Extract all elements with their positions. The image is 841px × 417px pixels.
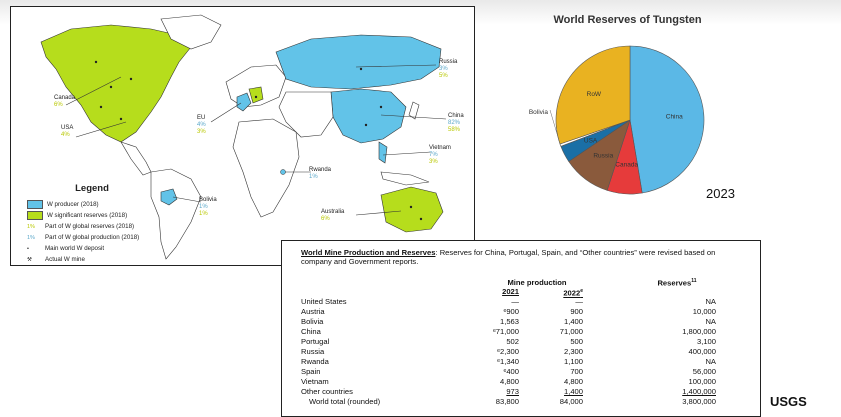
cell-2021: ᵉ2,300 [497,347,519,356]
cell-2021: 502 [506,337,519,346]
cell-2021: 1,563 [499,317,519,326]
pie-label-china: China [665,113,683,121]
cell-reserves: 100,000 [688,377,716,386]
cell-2022: 2,300 [563,347,583,356]
cell-reserves: NA [705,357,716,366]
col-year-2022: 2022e [563,288,583,298]
cell-reserves: 3,800,000 [682,397,716,406]
table-row [301,367,741,376]
table-row [301,327,741,336]
cell-2021: 83,800 [495,397,519,406]
pie-label-canada: Canada [615,161,639,169]
cell-country: Other countries [301,387,353,396]
label-eu: EU 4% 3% [197,115,206,135]
mine-production-table-panel [281,240,761,417]
legend-pct-production: 1% [27,234,35,241]
legend-item-reserves: W significant reserves (2018) [27,210,187,221]
cell-country: Spain [301,367,321,376]
cell-2022: 1,400 [563,317,583,326]
africa-shape [233,119,299,217]
cell-country: China [301,327,321,336]
cell-2021: ᵉ400 [503,367,519,376]
reserves-header: Reserves$^{11}$ [657,278,697,288]
label-australia: Australia 6% [321,209,345,222]
table-row [301,397,741,406]
cell-2022: 1,400 [563,387,583,396]
russia-shape [276,35,441,89]
cell-2022: 500 [570,337,583,346]
label-vietnam: Vietnam 7% 3% [429,145,451,165]
deposit-dot-icon: • [27,245,29,252]
table-year-header-row [301,287,741,296]
cell-2021: — [511,297,519,306]
legend-swatch-reserves [27,211,43,220]
legend-item-production-share: 1% Part of W global production (2018) [27,234,140,241]
pie-label-row: RoW [586,91,602,99]
central-america-shape [121,142,151,175]
cell-country: Russia [301,347,325,356]
table-subtitle: : Reserves for China, Portugal, Spain, and “Other countries” were revised based on company and Government reports. [301,248,716,266]
cell-reserves: 400,000 [688,347,716,356]
cell-country: Rwanda [301,357,329,366]
cell-2022: 1,100 [563,357,583,366]
pie-label-russia: Russia [593,152,614,160]
cell-country: United States [301,297,347,306]
map-legend [27,183,187,265]
legend-pct-reserves: 1% [27,223,35,230]
legend-item-deposit: • Main world W deposit [27,245,105,252]
cell-reserves: 1,400,000 [682,387,716,396]
table-row [301,297,741,306]
table-row [301,387,741,396]
table-caption [301,248,741,266]
table-row [301,337,741,346]
cell-2022: 900 [570,307,583,316]
table-row [301,317,741,326]
cell-2021: 973 [506,387,519,396]
cell-country: Portugal [301,337,330,346]
cell-country: Bolivia [301,317,324,326]
australia-shape [381,187,443,232]
label-usa: USA 4% [61,125,74,138]
cell-reserves: NA [705,317,716,326]
cell-reserves: 10,000 [692,307,716,316]
cell-2021: 4,800 [499,377,519,386]
cell-2022: 84,000 [559,397,583,406]
pickaxe-icon: ⚒ [27,256,32,263]
cell-2021: ᵉ1,340 [497,357,519,366]
cell-reserves: NA [705,297,716,306]
legend-item-reserve-share: 1% Part of W global reserves (2018) [27,223,135,230]
cell-2022: 700 [570,367,583,376]
pie-label-usa: USA [583,137,598,145]
cell-country: Austria [301,307,325,316]
cell-reserves: 56,000 [692,367,716,376]
mine-production-header: Mine production [507,278,567,287]
legend-title: Legend [75,183,109,194]
cell-2021: ᵉ71,000 [492,327,519,336]
cell-country: World total (rounded) [309,397,381,406]
vietnam-shape [379,142,387,163]
label-bolivia: Bolivia 1% 1% [199,197,217,217]
indonesia-shape [381,172,429,185]
col-year-2021: 2021 [502,287,519,296]
table-row [301,357,741,366]
legend-item-producer: W producer (2018) [27,199,187,210]
cell-2021: ᵉ900 [503,307,519,316]
label-rwanda: Rwanda 1% [309,167,332,180]
label-canada: Canada 6% [54,95,76,108]
cell-reserves: 1,800,000 [682,327,716,336]
cell-country: Vietnam [301,377,329,386]
rwanda-shape [281,170,286,175]
cell-2022: 71,000 [559,327,583,336]
table-title: World Mine Production and Reserves [301,248,436,257]
table-row [301,307,741,316]
table-row [301,347,741,356]
chart-title: World Reserves of Tungsten [553,14,702,26]
cell-2022: — [575,297,583,306]
label-china: China 82% 58% [448,113,464,133]
table-row [301,377,741,386]
cell-reserves: 3,100 [696,337,716,346]
world-map-panel [10,6,475,266]
legend-swatch-producer [27,200,43,209]
source-label: USGS [770,394,807,409]
cell-2022: 4,800 [563,377,583,386]
label-russia: Russia 3% 5% [439,59,458,79]
pie-chart [520,30,740,210]
japan-shape [409,102,419,119]
pie-label-bolivia: Bolivia [528,109,548,116]
legend-item-mine: ⚒ Actual W mine [27,256,85,263]
chart-year: 2023 [706,186,735,201]
